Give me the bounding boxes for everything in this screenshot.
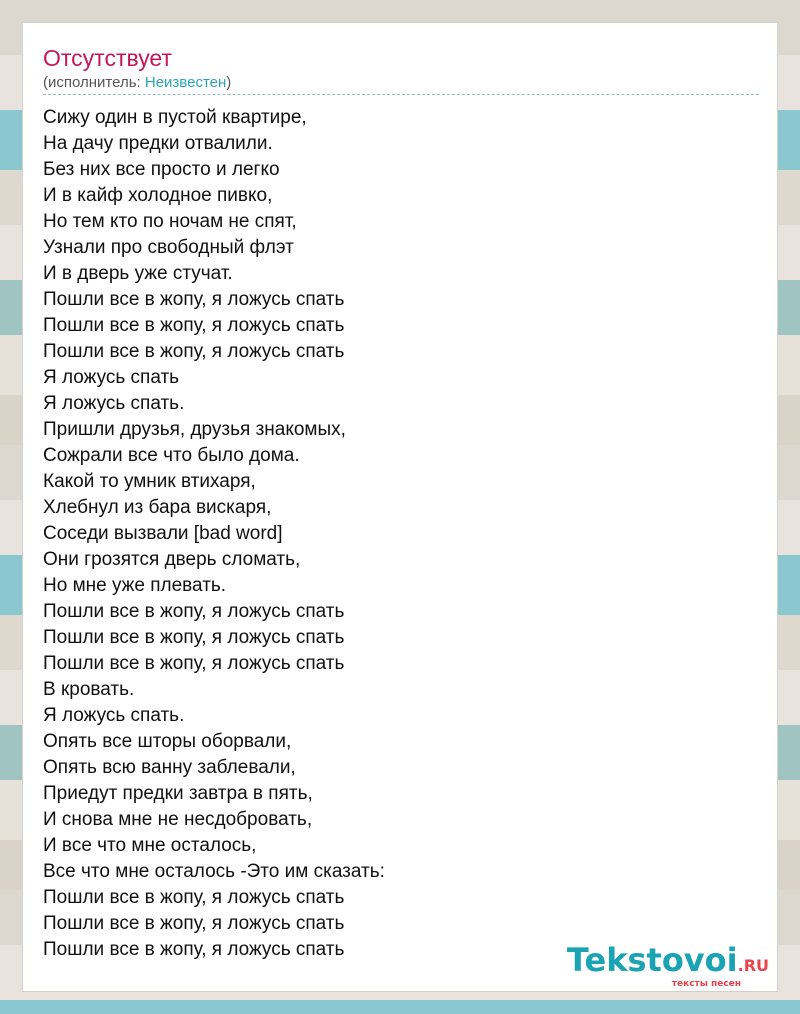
lyric-line: И в кайф холодное пивко, [43, 185, 273, 206]
lyric-line: Пошли все в жопу, я ложусь спать [43, 627, 345, 648]
lyric-line: Сижу один в пустой квартире, [43, 107, 307, 128]
lyrics-card [22, 22, 778, 992]
logo-tagline: тексты песен [671, 979, 741, 989]
site-logo[interactable] [567, 943, 769, 989]
lyric-line: Какой то умник втихаря, [43, 471, 256, 492]
artist-line [43, 73, 759, 93]
divider [43, 94, 759, 95]
lyric-line: Пошли все в жопу, я ложусь спать [43, 601, 345, 622]
lyric-line: Пошли все в жопу, я ложусь спать [43, 887, 345, 908]
lyric-line: Приедут предки завтра в пять, [43, 783, 313, 804]
lyric-line: Все что мне осталось -Это им сказать: [43, 861, 385, 882]
lyric-line: И все что мне осталось, [43, 835, 257, 856]
lyric-line: Но мне уже плевать. [43, 575, 227, 596]
lyric-line: Узнали про свободный флэт [43, 237, 294, 258]
lyric-line: И снова мне не несдобровать, [43, 809, 313, 830]
song-header [43, 43, 759, 93]
lyric-line: Сожрали все что было дома. [43, 445, 300, 466]
lyric-line: Пришли друзья, друзья знакомых, [43, 419, 346, 440]
artist-suffix: ) [226, 74, 232, 91]
lyric-line: Пошли все в жопу, я ложусь спать [43, 913, 345, 934]
lyric-line: Они грозятся дверь сломать, [43, 549, 301, 570]
lyric-line: Соседи вызвали [bad word] [43, 523, 283, 544]
song-title: Отсутствует [43, 45, 172, 71]
lyric-line: Пошли все в жопу, я ложусь спать [43, 341, 345, 362]
artist-prefix: (исполнитель: [43, 74, 145, 91]
lyric-line: Пошли все в жопу, я ложусь спать [43, 315, 345, 336]
lyric-line: Без них все просто и легко [43, 159, 280, 180]
logo-tld: .RU [737, 956, 769, 975]
lyric-line: Пошли все в жопу, я ложусь спать [43, 939, 345, 960]
lyric-line: На дачу предки отвалили. [43, 133, 273, 154]
lyric-line: Пошли все в жопу, я ложусь спать [43, 653, 345, 674]
lyric-line: Я ложусь спать. [43, 393, 185, 414]
lyric-line: И в дверь уже стучат. [43, 263, 233, 284]
lyric-line: Опять всю ванну заблевали, [43, 757, 296, 778]
lyrics-body [43, 105, 759, 963]
lyric-line: Но тем кто по ночам не спят, [43, 211, 297, 232]
lyric-line: Я ложусь спать. [43, 705, 185, 726]
lyric-line: Хлебнул из бара вискаря, [43, 497, 272, 518]
artist-link[interactable]: Неизвестен [144, 74, 227, 91]
lyric-line: Я ложусь спать [43, 367, 180, 388]
logo-wordmark [567, 943, 769, 983]
lyric-line: Пошли все в жопу, я ложусь спать [43, 289, 345, 310]
logo-main-text: Tekstovoi [566, 941, 738, 979]
lyric-line: В кровать. [43, 679, 135, 700]
lyric-line: Опять все шторы оборвали, [43, 731, 292, 752]
